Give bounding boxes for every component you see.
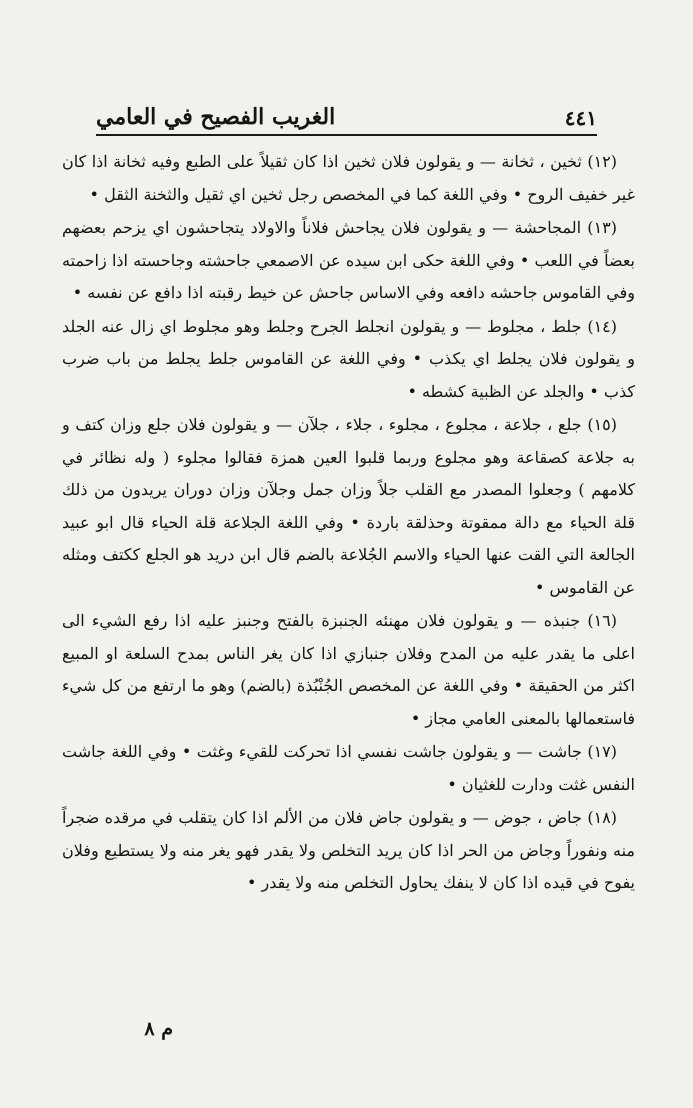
header-rule (96, 134, 597, 136)
entry-17: (١٧) جاشت — و يقولون جاشت نفسي اذا تحركت للقيء وغثت • وفي اللغة جاشت النفس غثت ودارت للغثيان • (62, 742, 635, 794)
page-header (96, 90, 597, 130)
page-body (62, 146, 635, 901)
entry-16: (١٦) جنبذه — و يقولون فلان مهنئه الجنبزة بالفتح وجنبز عليه اذا رفع الشيء الى اعلى ما يقدر عليه من المدح وفلان جنبازي اذا كان يغر الناس بمدح السلعة او المبيع اكثر من الحقيقة • وفي اللغة عن المخصص الجُنْبُذة (بالضم) وهو ما ارتفع من كل شيء فاستعمالها بالمعنى العامي مجاز • (62, 611, 635, 728)
entry-13: (١٣) المجاحشة — و يقولون فلان يجاحش فلاناً والاولاد يتجاحشون اي يزحم بعضهم بعضاً في اللعب • وفي اللغة حكى ابن سيده عن الاصمعي جاحشته وجاحسته اذا زاحمته وفي القاموس جاحشه دافعه وفي الاساس جاحش عن خيط رقبته اذا دافع عن نفسه • (62, 218, 635, 302)
entry-18: (١٨) جاض ، جوض — و يقولون جاض فلان من الألم اذا كان يتقلب في مرقده ضجراً منه ونفوراً وجاض من الحر اذا كان يريد التخلص ولا يقدر فهو يغر منه ولا يستطيع وفلان يفوح في قيده اذا كان لا ينفك يحاول التخلص منه ولا يقدر • (62, 808, 635, 892)
entry-14: (١٤) جلط ، مجلوط — و يقولون انجلط الجرح وجلط وهو مجلوط اي زال عنه الجلد و يقولون فلان يجلط اي يكذب • وفي اللغة عن القاموس جلط يجلط من باب ضرب كذب • والجلد عن الظبية كشطه • (62, 316, 635, 401)
running-title: الغريب الفصيح في العامي (96, 104, 336, 130)
entry-15: (١٥) جلع ، جلاعة ، مجلوع ، مجلوء ، جلاء ، جلآن — و يقولون فلان جلع وزان كتف و به جلاعة كصقاعة وهو مجلوع وربما قلبوا العين همزة فقالوا مجلوء ( وله نظائر في كلامهم ) وجعلوا المصدر مع القلب جلاً وزان جمل وجلآن وزان دوران يريدون من ذلك قلة الحياء مع دالة ممقوتة وحذلقة باردة • وفي اللغة الجلاعة قلة الحياء قال ابو عبيد الجالعة التي القت عنها الحياء والاسم الجُلاعة بالضم قال ابن دريد هو الجلع ككتف ومثله عن القاموس • (62, 415, 635, 597)
signature-mark: م ٨ (144, 1018, 173, 1040)
entry-12: (١٢) ثخين ، ثخانة — و يقولون فلان ثخين اذا كان ثقيلاً على الطبع وفيه ثخانة اذا كان غير خفيف الروح • وفي اللغة كما في المخصص رجل ثخين اي ثقيل والثخنة الثقل • (62, 152, 635, 204)
page-number: ٤٤١ (564, 106, 597, 130)
